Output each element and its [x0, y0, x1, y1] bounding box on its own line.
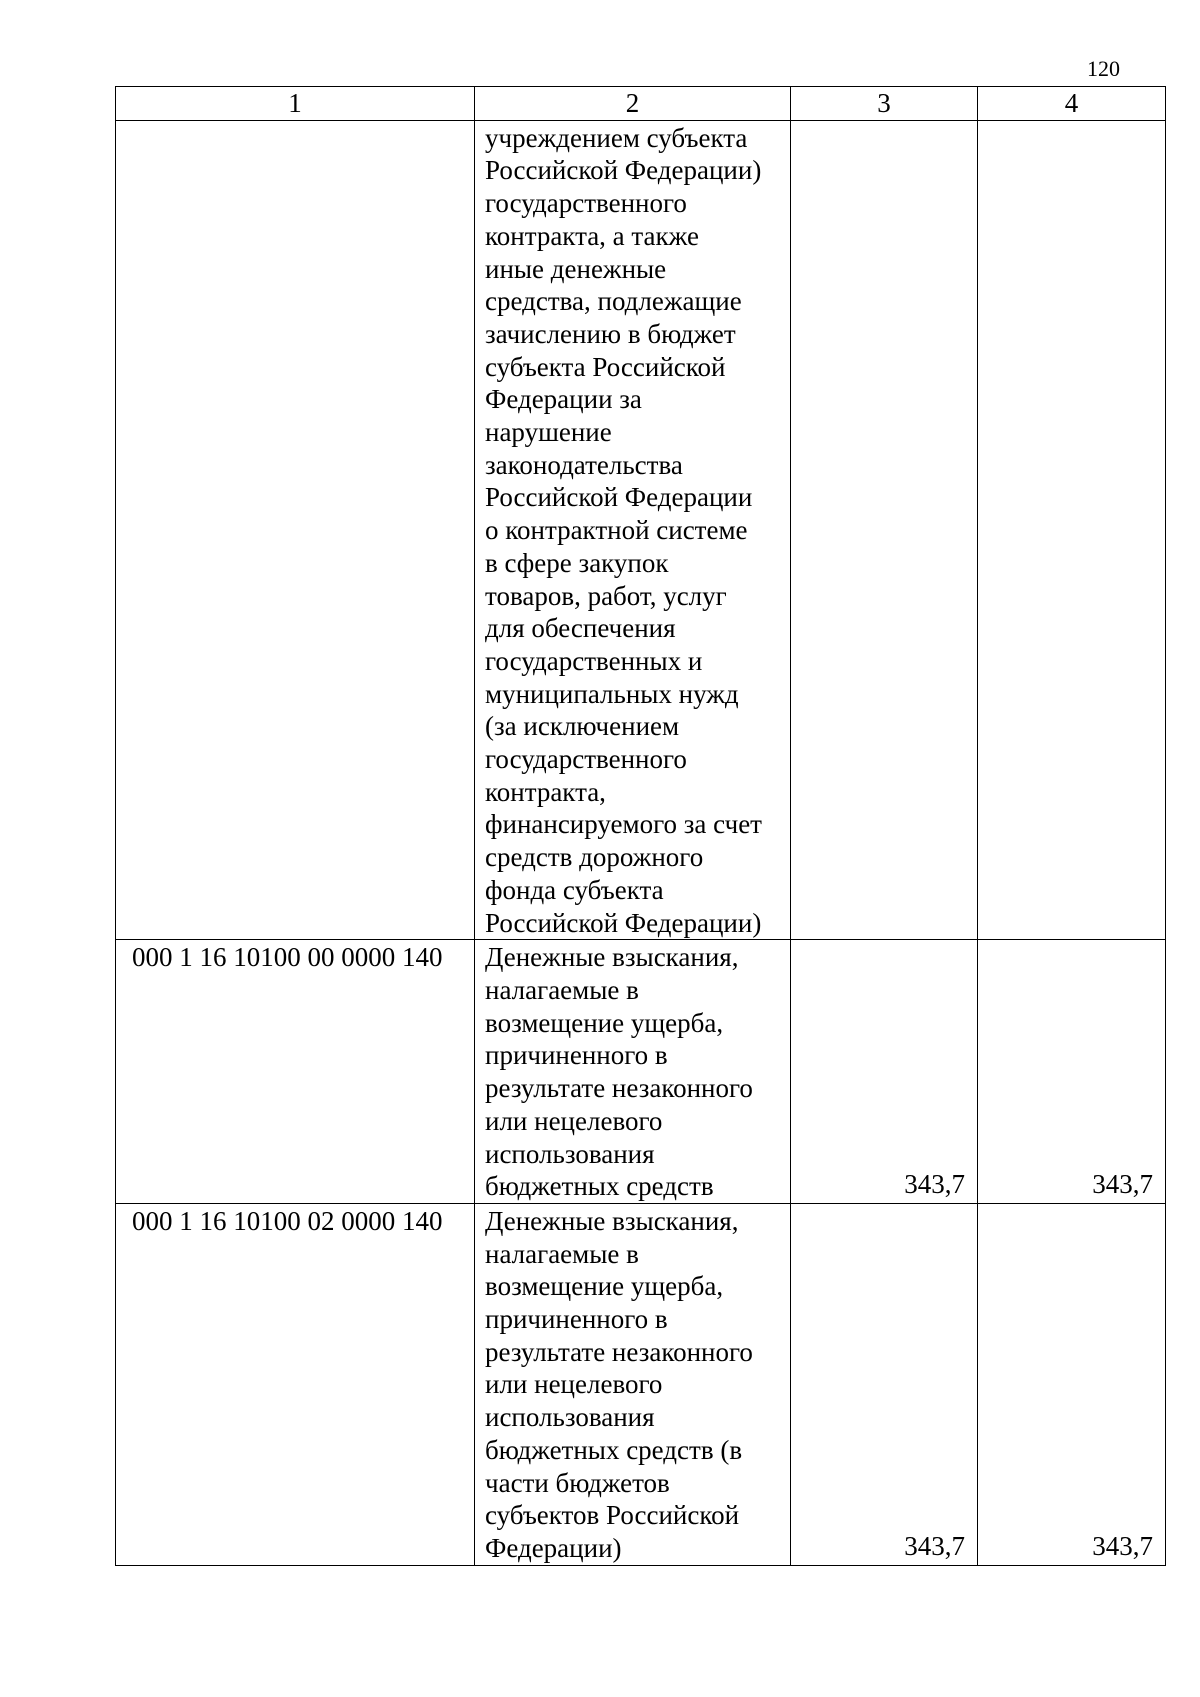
column-header-2: 2: [475, 87, 791, 121]
table-row: [116, 940, 1166, 1204]
budget-code: 000 1 16 10100 02 0000 140: [116, 1203, 475, 1565]
description-cell: [475, 1203, 791, 1565]
value-column-4: 343,7: [978, 1203, 1166, 1565]
budget-table: [115, 86, 1166, 1566]
column-header-1: 1: [116, 87, 475, 121]
budget-code: 000 1 16 10100 00 0000 140: [116, 940, 475, 1204]
value-column-4: 343,7: [978, 940, 1166, 1204]
description-cell: [475, 940, 791, 1204]
value-column-3: 343,7: [791, 940, 978, 1204]
table-row: [116, 1203, 1166, 1565]
column-header-3: 3: [791, 87, 978, 121]
description-text: Денежные взыскания, налагаемые в возмещение ущерба, причиненного в результате незаконного или нецелевого использования бюджетных средств: [485, 942, 753, 1202]
description-cell: [475, 120, 791, 940]
description-text: Денежные взыскания, налагаемые в возмещение ущерба, причиненного в результате незаконного или нецелевого использования бюджетных средств (в части бюджетов субъектов Российской Федерации): [485, 1205, 753, 1563]
value-column-4: [978, 120, 1166, 940]
table-row: [116, 120, 1166, 940]
table-header-row: [116, 87, 1166, 121]
value-column-3: [791, 120, 978, 940]
description-text: учреждением субъекта Российской Федерации) государственного контракта, а также иные денежные средства, подлежащие зачислению в бюджет субъекта Российской Федерации за нарушение законодательства Российской Федерации о контрактной системе в сфере закупок товаров, работ, услуг для обеспечения государственных и муниципальных нужд (за исключением государственного контракта, финансируемого за счет средств дорожного фонда субъекта Российской Федерации): [485, 122, 762, 938]
budget-code: [116, 120, 475, 940]
page-number: 120: [1087, 56, 1120, 81]
value-column-3: 343,7: [791, 1203, 978, 1565]
column-header-4: 4: [978, 87, 1166, 121]
